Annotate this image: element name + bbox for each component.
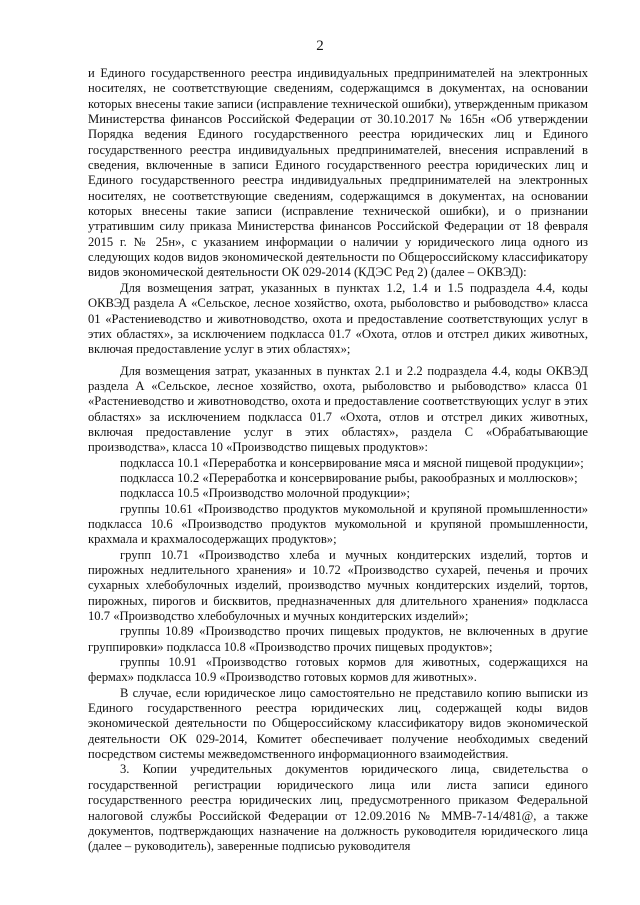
paragraph: Для возмещения затрат, указанных в пунктах 2.1 и 2.2 подраздела 4.4, коды ОКВЭД раздела А «Сельское, лесное хозяйство, охота, рыболовство и рыбоводство» класса 01 «Растениеводство и животноводство, охота и предоставление соответствующих услуг в этих областях» за исключением подкласса 01.7 «Охота, отлов и отстрел диких животных, включая предоставление услуг в этих областях», раздела С «Обрабатывающие производства», класса 10 «Производство пищевых продуктов»: xyxy=(88,363,588,455)
paragraph: группы 10.61 «Производство продуктов мукомольной и крупяной промышленности» подкласса 10.6 «Производство продуктов мукомольной и крупяной промышленности, крахмала и крахмалосодержащих продуктов»; xyxy=(88,501,588,547)
paragraph: группы 10.91 «Производство готовых кормов для животных, содержащихся на фермах» подкласса 10.9 «Производство готовых кормов для животных». xyxy=(88,655,588,685)
paragraph: подкласса 10.5 «Производство молочной продукции»; xyxy=(120,486,411,501)
paragraph: подкласса 10.1 «Переработка и консервирование мяса и мясной пищевой продукции»; xyxy=(120,455,584,470)
paragraph: группы 10.89 «Производство прочих пищевых продуктов, не включенных в другие группировки» подкласса 10.8 «Производство прочих пищевых продуктов»; xyxy=(88,624,588,654)
paragraph: групп 10.71 «Производство хлеба и мучных кондитерских изделий, тортов и пирожных недлительного хранения» и 10.72 «Производство сухарей, печенья и прочих сухарных хлебобулочных изделий, производство мучных кондитерских изделий, тортов, пирожных, пирогов и бисквитов, предназначенных для длительного хранения» подкласса 10.7 «Производство хлебобулочных и мучных кондитерских изделий»; xyxy=(88,547,588,624)
paragraph: Для возмещения затрат, указанных в пунктах 1.2, 1.4 и 1.5 подраздела 4.4, коды ОКВЭД раздела А «Сельское, лесное хозяйство, охота, рыболовство и рыбоводство» класса 01 «Растениеводство и животноводство, охота и предоставление соответствующих услуг в этих областях», за исключением подкласса 01.7 «Охота, отлов и отстрел диких животных, включая предоставление услуг в этих областях»; xyxy=(88,280,588,357)
paragraph: и Единого государственного реестра индивидуальных предпринимателей на электронных носителях, не соответствующие сведениям, содержащимся в документах, на основании которых внесены такие записи (исправление технической ошибки), утвержденным приказом Министерства финансов Российской Федерации от 30.10.2017 № 165н «Об утверждении Порядка ведения Единого государственного реестра юридических лиц и Единого государственного реестра индивидуальных предпринимателей, внесения исправлений в сведения, включенные в записи Единого государственного реестра юридических лиц и Единого государственного реестра индивидуальных предпринимателей на электронных носителях, не соответствующие сведениям, содержащимся в документах, на основании которых внесены такие записи (исправление технической ошибки), и о признании утратившим силу приказа Министерства финансов Российской Федерации от 18 февраля 2015 г. № 25н», с указанием информации о наличии у юридического лица одного из следующих кодов видов экономической деятельности по Общероссийскому классификатору видов экономической деятельности ОК 029-2014 (КДЭС Ред 2) (далее – ОКВЭД): xyxy=(88,66,588,280)
document-body xyxy=(88,66,588,855)
paragraph: 3. Копии учредительных документов юридического лица, свидетельства о государственной регистрации юридического лица или листа записи единого государственного реестра юридических лиц, предусмотренного приказом Федеральной налоговой службы Российской Федерации от 12.09.2016 № ММВ-7-14/481@, а также документов, подтверждающих назначение на должность руководителя юридического лица (далее – руководитель), заверенные подписью руководителя xyxy=(88,762,588,854)
paragraph: подкласса 10.2 «Переработка и консервирование рыбы, ракообразных и моллюсков»; xyxy=(120,470,578,485)
page-number: 2 xyxy=(316,38,324,54)
paragraph: В случае, если юридическое лицо самостоятельно не представило копию выписки из Единого государственного реестра юридических лиц, содержащей коды видов экономической деятельности по Общероссийскому классификатору видов экономической деятельности ОК 029-2014, Комитет обеспечивает получение необходимых сведений посредством системы межведомственного информационного взаимодействия. xyxy=(88,685,588,762)
